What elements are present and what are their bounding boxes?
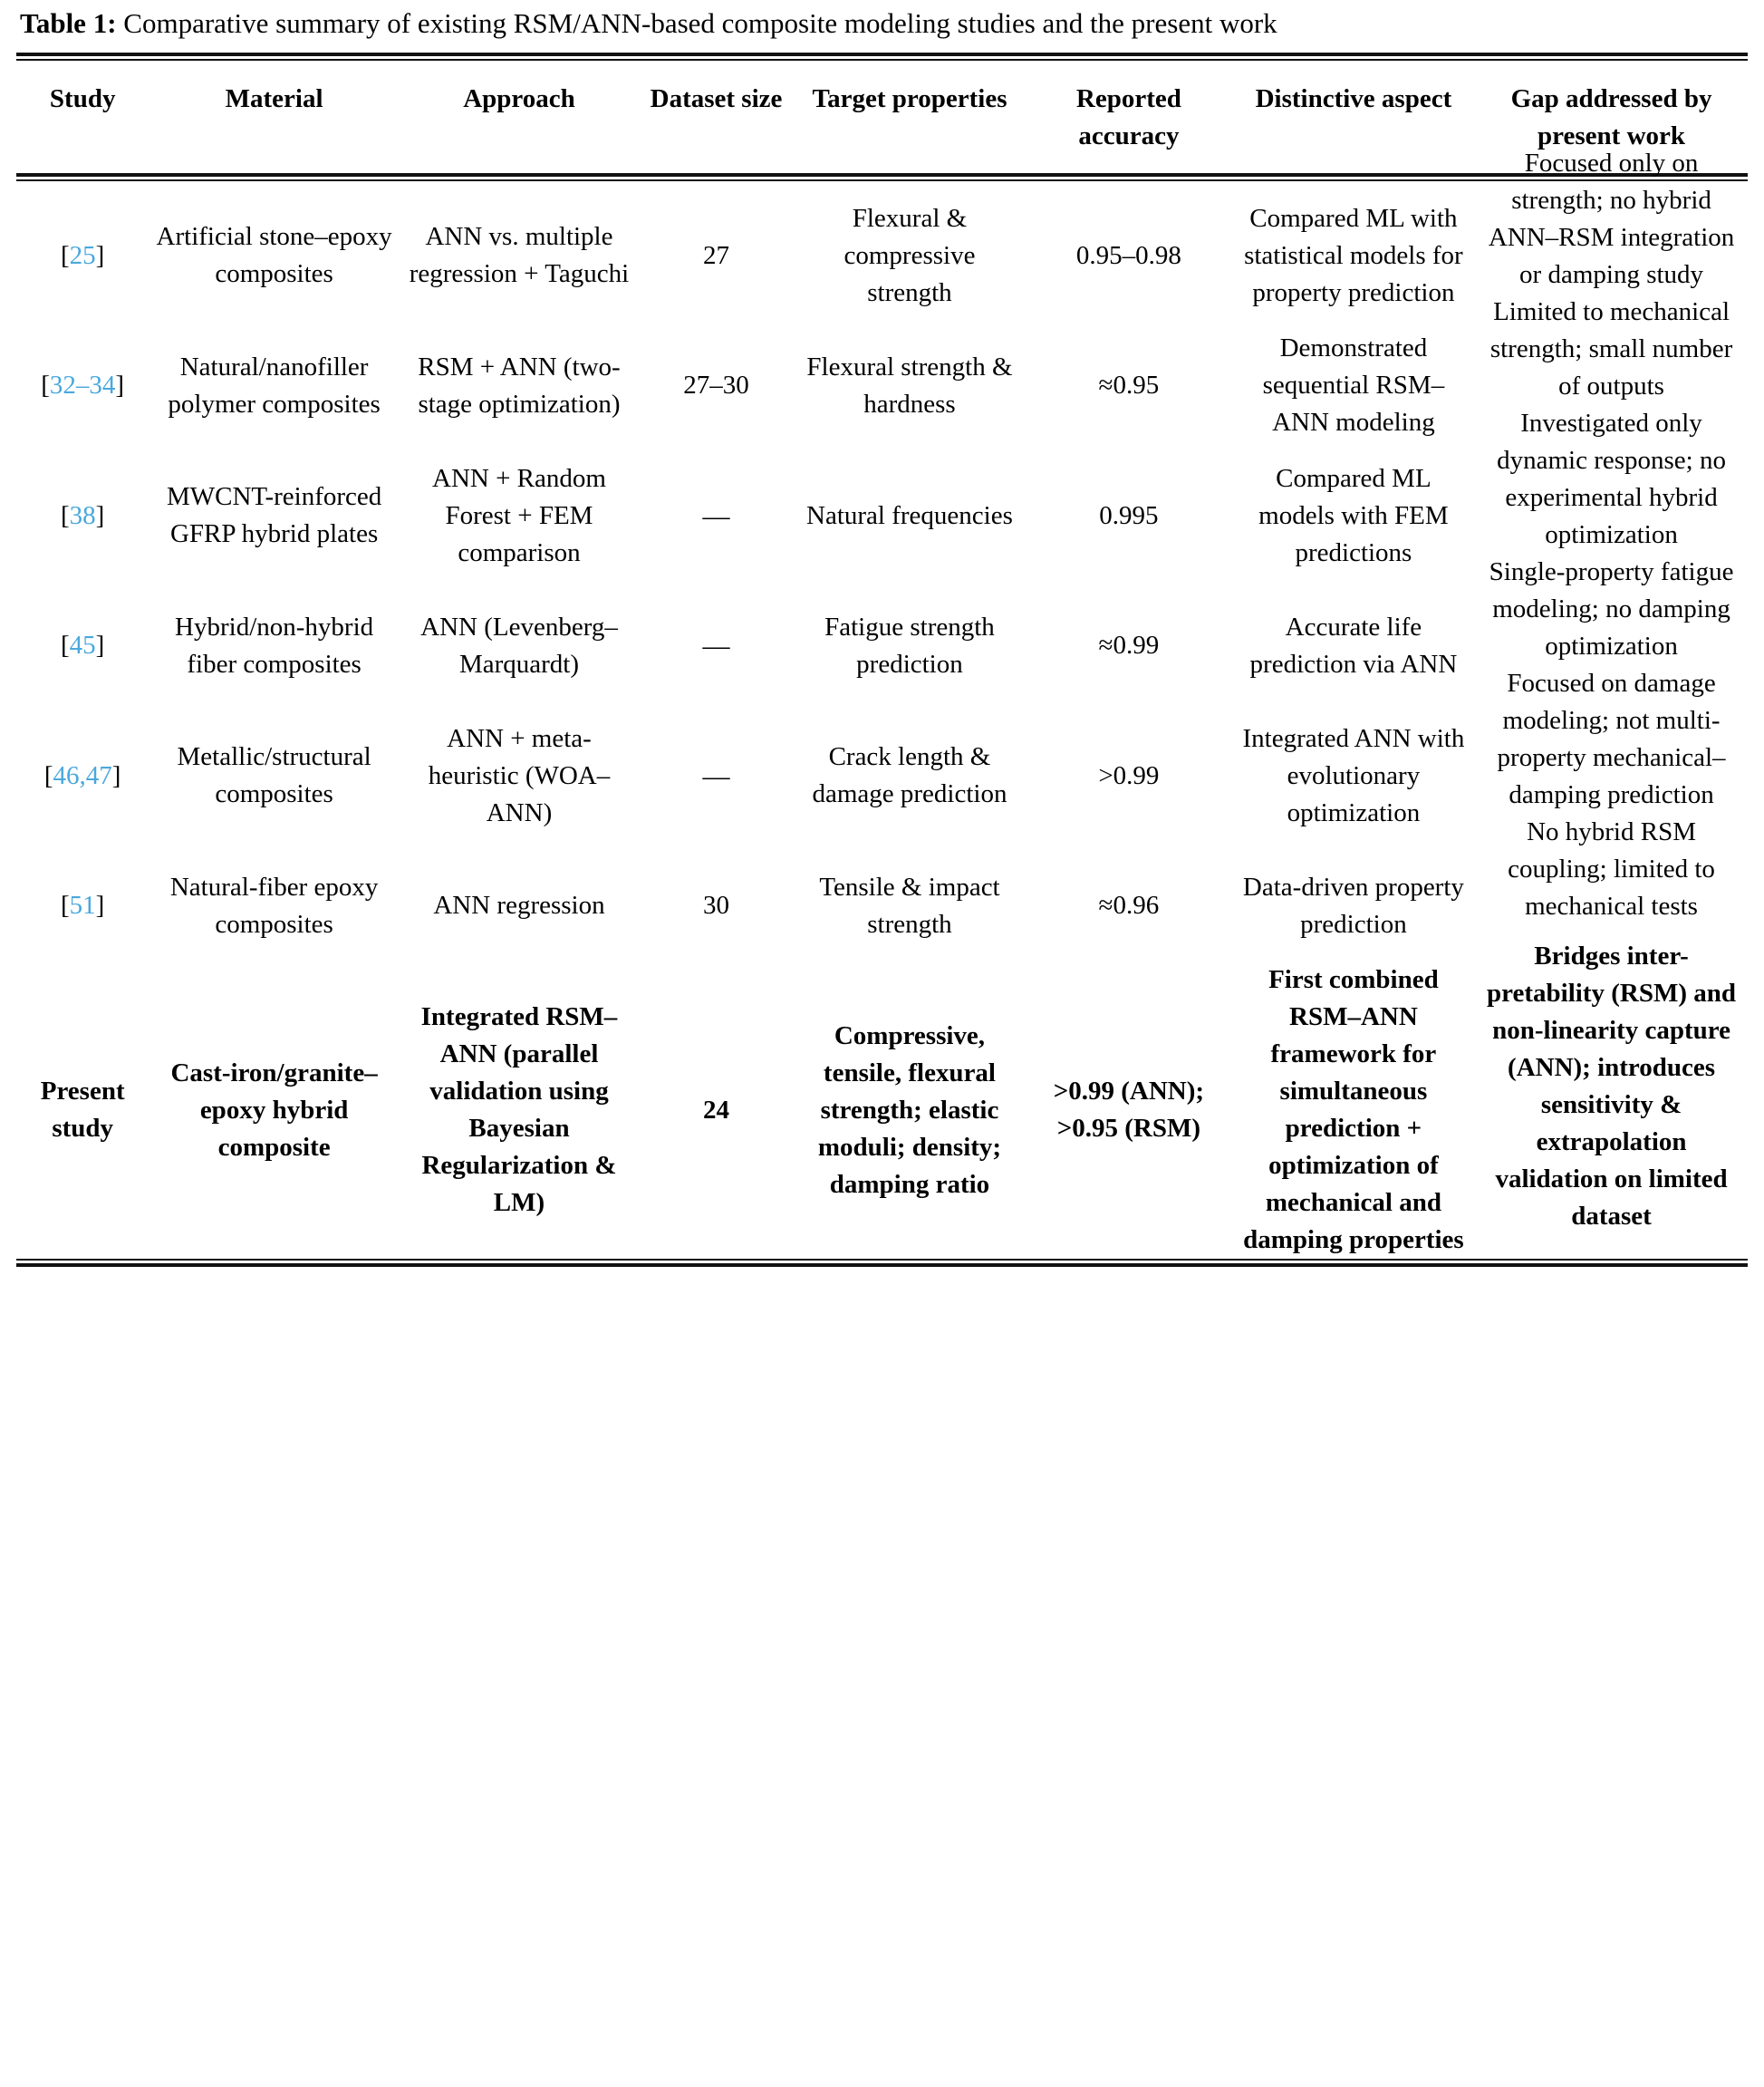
table-row xyxy=(16,961,1748,1259)
citation-link[interactable]: [46,47] xyxy=(43,760,121,790)
column-header-study: Study xyxy=(49,84,116,113)
citation-link[interactable]: [38] xyxy=(61,500,105,530)
citation-link[interactable]: [32–34] xyxy=(41,371,125,400)
citation-link[interactable]: [45] xyxy=(61,631,105,660)
citation-link[interactable]: [25] xyxy=(61,240,105,270)
cell-target-properties: Fatigue strength prediction xyxy=(824,612,995,679)
cell-reported-accuracy: >0.99 xyxy=(1098,760,1160,790)
citation-number[interactable]: 51 xyxy=(69,891,96,920)
cell-dataset-size: 30 xyxy=(703,891,729,920)
cell-dataset-size: — xyxy=(702,760,730,791)
cell-target-properties: Tensile & impact strength xyxy=(819,872,1000,939)
cell-reported-accuracy: ≈0.96 xyxy=(1098,891,1160,920)
gap-text: No hybrid RSM coupling; limited to mechanical tests xyxy=(1508,817,1715,921)
cell-approach: ANN (Levenberg–Marquardt) xyxy=(420,612,618,679)
cell-approach: RSM + ANN (two-stage optimization) xyxy=(418,352,621,419)
column-header-gap-addressed: Gap addressed by present work xyxy=(1510,84,1712,150)
table-body xyxy=(16,149,1748,1259)
cell-approach: ANN + Random Forest + FEM comparison xyxy=(432,463,606,567)
column-header-approach: Approach xyxy=(463,84,575,113)
cell-material: Hybrid/non-hybrid fiber composites xyxy=(175,612,374,679)
cell-target-properties: Crack length & damage prediction xyxy=(812,742,1007,808)
citation-link[interactable]: [51] xyxy=(61,891,105,920)
cell-material: Natural/nanofiller polymer composites xyxy=(168,352,381,419)
cell-material: Natural-fiber epoxy composites xyxy=(169,872,379,939)
cell-reported-accuracy: 0.995 xyxy=(1099,500,1159,530)
cell-target-properties: Compressive, tensile, flexural strength; elastic moduli; density; damping ratio xyxy=(817,1020,1002,1199)
gap-text: Bridges inter-pretability (RSM) and non-linearity capture (ANN); introduces sensitivity & extrapolation validation on limited dataset xyxy=(1487,942,1737,1231)
cell-material: Artificial stone–epoxy composites xyxy=(156,222,392,288)
gap-text: Focused on damage modeling; not multi-property mechanical–damping prediction xyxy=(1497,669,1726,809)
cell-distinctive-aspect: First combined RSM–ANN framework for simultaneous prediction + optimization of mechanical and damping properties xyxy=(1243,965,1464,1254)
cell-dataset-size: — xyxy=(702,631,730,661)
cell-study: Present study xyxy=(40,1077,125,1143)
cell-reported-accuracy: ≈0.99 xyxy=(1098,631,1160,660)
column-header-dataset-size: Dataset size xyxy=(650,84,783,113)
citation-number[interactable]: 45 xyxy=(69,631,96,660)
cell-material: Metallic/structural composites xyxy=(177,742,371,808)
cell-reported-accuracy: 0.95–0.98 xyxy=(1075,240,1181,270)
citation-number[interactable]: 46,47 xyxy=(53,760,112,790)
cell-approach: Integrated RSM–ANN (parallel validation using Bayesian Regularization & LM) xyxy=(420,1002,618,1217)
cell-material: Cast-iron/granite–epoxy hybrid composite xyxy=(170,1058,378,1162)
table-top-rule xyxy=(16,53,1748,61)
citation-number[interactable]: 38 xyxy=(69,500,96,530)
gap-text: Focused only on strength; no hybrid ANN–RSM integration or damping study xyxy=(1488,149,1735,289)
gap-text: Limited to mechanical strength; small number of outputs xyxy=(1489,297,1733,401)
table-caption xyxy=(16,0,1748,53)
cell-dataset-size: 27–30 xyxy=(683,371,749,400)
cell-reported-accuracy: ≈0.95 xyxy=(1098,371,1160,400)
comparative-summary-body xyxy=(16,149,1748,1259)
cell-target-properties: Flexural & compressive strength xyxy=(843,203,976,307)
cell-approach: ANN regression xyxy=(433,891,605,920)
cell-distinctive-aspect: Data-driven property prediction xyxy=(1242,872,1464,939)
column-header-target-properties: Target properties xyxy=(812,84,1007,113)
citation-number[interactable]: 25 xyxy=(69,240,96,270)
cell-distinctive-aspect: Demonstrated sequential RSM–ANN modeling xyxy=(1262,333,1445,437)
cell-target-properties: Natural frequencies xyxy=(806,500,1013,530)
cell-target-properties: Flexural strength & hardness xyxy=(806,352,1013,419)
cell-distinctive-aspect: Integrated ANN with evolutionary optimization xyxy=(1242,723,1465,827)
cell-material: MWCNT-reinforced GFRP hybrid plates xyxy=(166,482,382,548)
cell-distinctive-aspect: Accurate life prediction via ANN xyxy=(1249,612,1458,679)
gap-text: Investigated only dynamic response; no experimental hybrid optimization xyxy=(1497,409,1726,549)
column-header-material: Material xyxy=(225,84,323,113)
cell-dataset-size: — xyxy=(702,500,730,531)
table-bottom-rule xyxy=(16,1259,1748,1267)
cell-distinctive-aspect: Compared ML models with FEM predictions xyxy=(1258,463,1449,567)
column-header-reported-accuracy: Reported accuracy xyxy=(1075,84,1181,150)
cell-dataset-size: 27 xyxy=(703,240,729,270)
table-caption-label: Table 1: xyxy=(20,7,117,39)
gap-text: Single-property fatigue modeling; no damping optimization xyxy=(1489,557,1734,661)
cell-gap-addressed xyxy=(1475,942,1748,1259)
cell-reported-accuracy: >0.99 (ANN); >0.95 (RSM) xyxy=(1053,1077,1205,1143)
cell-dataset-size: 24 xyxy=(703,1095,729,1125)
cell-distinctive-aspect: Compared ML with statistical models for property prediction xyxy=(1244,203,1463,307)
column-header-distinctive-aspect: Distinctive aspect xyxy=(1255,84,1452,113)
cell-approach: ANN vs. multiple regression + Taguchi xyxy=(409,222,630,288)
table-caption-text: Comparative summary of existing RSM/ANN-based composite modeling studies and the present work xyxy=(123,7,1277,39)
cell-approach: ANN + meta-heuristic (WOA–ANN) xyxy=(428,723,611,827)
citation-number[interactable]: 32–34 xyxy=(49,371,116,400)
